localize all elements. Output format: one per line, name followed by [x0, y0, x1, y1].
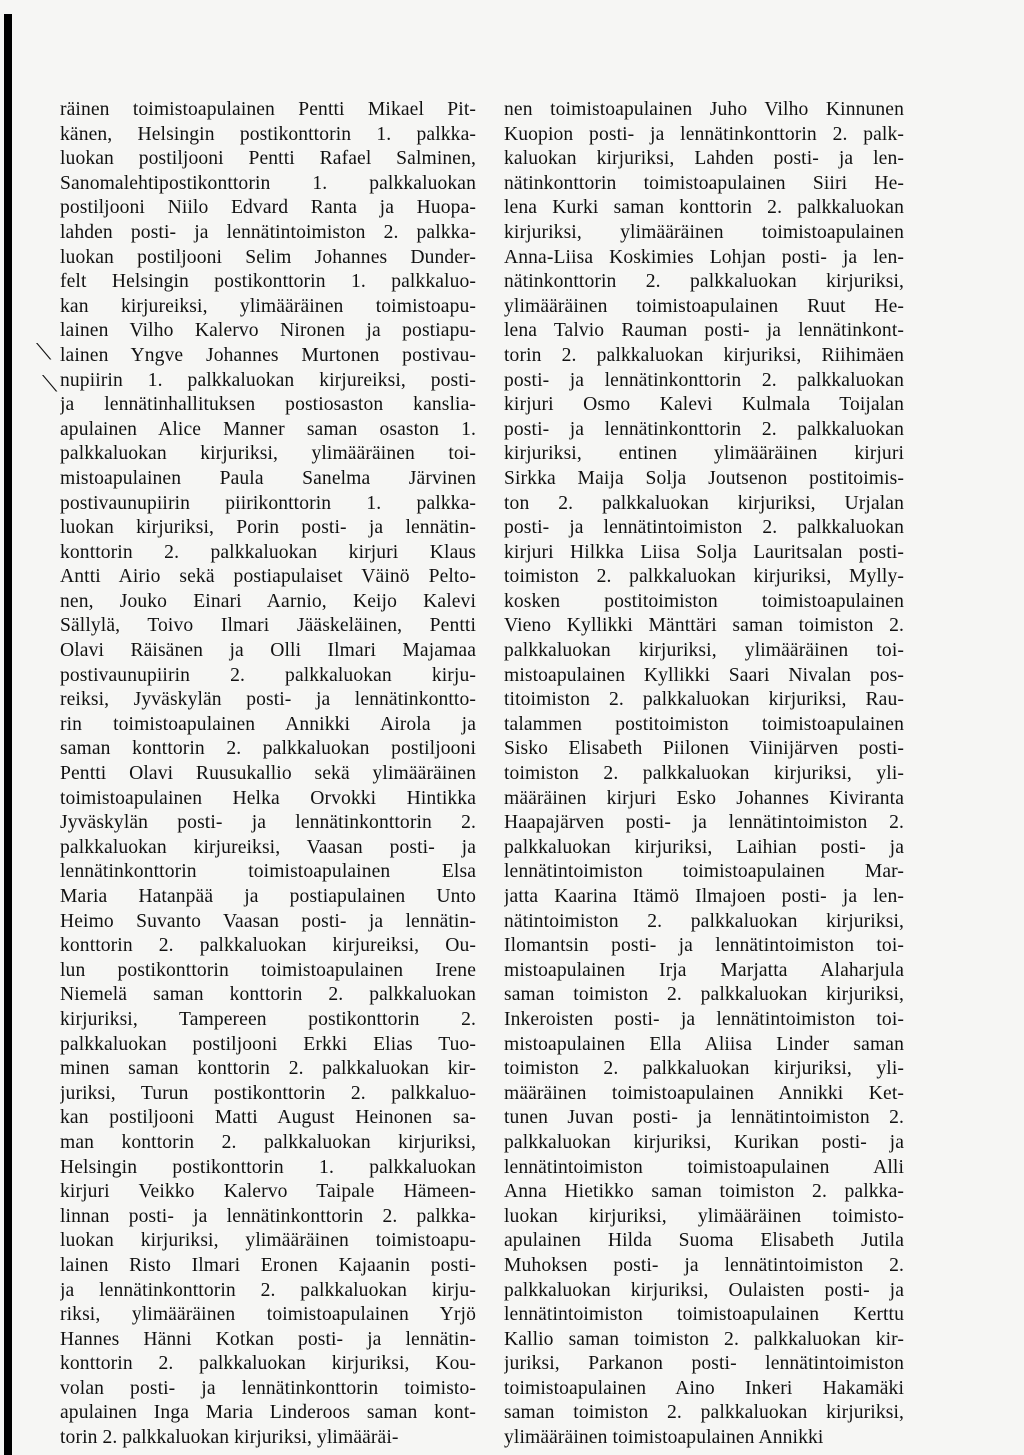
text-line: toimiston 2. palkkaluokan kirjuriksi, Mylly-: [504, 566, 904, 588]
text-line: posti- ja lennätinkonttorin 2. palkkaluokan: [504, 369, 904, 391]
text-line: kirjuri Osmo Kalevi Kulmala Toijalan: [504, 394, 904, 416]
text-line: nen, Jouko Einari Aarnio, Keijo Kalevi: [60, 590, 476, 612]
text-line: Antti Airio sekä postiapulaiset Väinö Pelto-: [60, 566, 476, 588]
text-line: Kallio saman toimiston 2. palkkaluokan kir-: [504, 1328, 904, 1350]
text-line: mistoapulainen Ella Aliisa Linder saman: [504, 1033, 904, 1055]
text-line: talammen postitoimiston toimistoapulainen: [504, 713, 904, 735]
text-line: känen, Helsingin postikonttorin 1. palkka-: [60, 123, 476, 145]
text-line: kosken postitoimiston toimistoapulainen: [504, 590, 904, 612]
text-line: Jyväskylän posti- ja lennätinkonttorin 2.: [60, 812, 476, 834]
text-line: konttorin 2. palkkaluokan kirjuri Klaus: [60, 541, 476, 563]
text-line: nupiirin 1. palkkaluokan kirjureiksi, posti-: [60, 369, 476, 391]
text-line: Pentti Olavi Ruusukallio sekä ylimääräinen: [60, 763, 476, 785]
text-line: kirjuriksi, ylimääräinen toimistoapulainen: [504, 221, 904, 243]
text-line: juriksi, Parkanon posti- lennätintoimiston: [504, 1353, 904, 1375]
margin-bracket-mark: ⟍: [42, 372, 58, 397]
text-line: lena Kurki saman konttorin 2. palkkaluokan: [504, 197, 904, 219]
text-line: määräinen toimistoapulainen Annikki Ket-: [504, 1082, 904, 1104]
text-line: ja lennätinhallituksen postiosaston kanslia-: [60, 394, 476, 416]
text-column-left: [60, 98, 476, 1451]
text-line: Anna-Liisa Koskimies Lohjan posti- ja len-: [504, 246, 904, 268]
text-line: kirjuri Hilkka Liisa Solja Lauritsalan posti-: [504, 541, 904, 563]
text-line: lennätintoimiston toimistoapulainen Mar-: [504, 861, 904, 883]
text-line: postiljooni Niilo Edvard Ranta ja Huopa-: [60, 197, 476, 219]
text-line: mistoapulainen Irja Marjatta Alaharjula: [504, 959, 904, 981]
text-line: tunen Juvan posti- ja lennätintoimiston 2.: [504, 1107, 904, 1129]
text-line: palkkaluokan kirjuriksi, Laihian posti- ja: [504, 836, 904, 858]
text-line: Haapajärven posti- ja lennätintoimiston 2.: [504, 812, 904, 834]
text-line: Muhoksen posti- ja lennätintoimiston 2.: [504, 1254, 904, 1276]
text-line: mistoapulainen Kyllikki Saari Nivalan pos-: [504, 664, 904, 686]
text-line: määräinen kirjuri Esko Johannes Kiviranta: [504, 787, 904, 809]
text-line: kirjuri Veikko Kalervo Taipale Hämeen-: [60, 1181, 476, 1203]
text-line: reiksi, Jyväskylän posti- ja lennätinkontto-: [60, 689, 476, 711]
text-line: ton 2. palkkaluokan kirjuriksi, Urjalan: [504, 492, 904, 514]
text-line: posti- ja lennätinkonttorin 2. palkkaluokan: [504, 418, 904, 440]
text-line: nätintoimiston 2. palkkaluokan kirjuriksi,: [504, 910, 904, 932]
text-line: lena Talvio Rauman posti- ja lennätinkont-: [504, 320, 904, 342]
text-line: lainen Vilho Kalervo Nironen ja postiapu-: [60, 320, 476, 342]
text-line: toimiston 2. palkkaluokan kirjuriksi, yli-: [504, 1058, 904, 1080]
text-line: ja lennätinkonttorin 2. palkkaluokan kirju-: [60, 1279, 476, 1301]
text-line: apulainen Hilda Suoma Elisabeth Jutila: [504, 1230, 904, 1252]
text-line: Sanomalehtipostikonttorin 1. palkkaluokan: [60, 172, 476, 194]
text-line: torin 2. palkkaluokan kirjuriksi, Riihimäen: [504, 344, 904, 366]
text-line: saman konttorin 2. palkkaluokan postiljooni: [60, 738, 476, 760]
text-line: jatta Kaarina Itämö Ilmajoen posti- ja len-: [504, 886, 904, 907]
text-line: Olavi Räisänen ja Olli Ilmari Majamaa: [60, 640, 476, 662]
scan-edge-bar: [4, 14, 12, 1455]
text-line: toimistoapulainen Helka Orvokki Hintikka: [60, 787, 476, 809]
text-line: ylimääräinen toimistoapulainen Annikki: [504, 1427, 824, 1449]
text-line: palkkaluokan kirjuriksi, ylimääräinen toi-: [504, 640, 904, 662]
text-line: rin toimistoapulainen Annikki Airola ja: [60, 713, 476, 735]
text-line: luokan kirjuriksi, Porin posti- ja lennätin-: [60, 517, 476, 539]
text-line: palkkaluokan kirjureiksi, Vaasan posti- ja: [60, 836, 476, 858]
text-line: lennätintoimiston toimistoapulainen Kerttu: [504, 1304, 904, 1326]
text-line: posti- ja lennätintoimiston 2. palkkaluokan: [504, 517, 904, 539]
text-line: Helsingin postikonttorin 1. palkkaluokan: [60, 1156, 476, 1178]
text-line: kirjuriksi, entinen ylimääräinen kirjuri: [504, 443, 904, 465]
text-line: volan posti- ja lennätinkonttorin toimisto-: [60, 1377, 476, 1399]
text-line: nätinkonttorin 2. palkkaluokan kirjuriksi,: [504, 271, 904, 293]
text-line: apulainen Alice Manner saman osaston 1.: [60, 418, 476, 440]
text-line: juriksi, Turun postikonttorin 2. palkkaluo-: [60, 1082, 476, 1104]
text-line: Niemelä saman konttorin 2. palkkaluokan: [60, 984, 476, 1006]
text-line: luokan kirjuriksi, ylimääräinen toimisto-: [504, 1205, 904, 1227]
text-line: palkkaluokan kirjuriksi, Kurikan posti- ja: [504, 1131, 904, 1153]
text-line: apulainen Inga Maria Linderoos saman kont-: [60, 1402, 476, 1424]
text-line: lennätinkonttorin toimistoapulainen Elsa: [60, 861, 476, 883]
text-line: konttorin 2. palkkaluokan kirjuriksi, Kou-: [60, 1353, 476, 1375]
text-line: luokan postiljooni Selim Johannes Dunder-: [60, 246, 476, 268]
text-line: torin 2. palkkaluokan kirjuriksi, ylimääräi-: [60, 1427, 399, 1449]
text-line: Inkeroisten posti- ja lennätintoimiston toi-: [504, 1008, 904, 1030]
text-line: räinen toimistoapulainen Pentti Mikael Pit-: [60, 99, 476, 120]
text-line: palkkaluokan kirjuriksi, ylimääräinen toi-: [60, 443, 476, 465]
text-line: Kuopion posti- ja lennätinkonttorin 2. palk-: [504, 123, 904, 145]
text-line: toimistoapulainen Aino Inkeri Hakamäki: [504, 1377, 904, 1399]
text-line: minen saman konttorin 2. palkkaluokan kir-: [60, 1058, 476, 1080]
text-line: palkkaluokan kirjuriksi, Oulaisten posti- ja: [504, 1279, 904, 1301]
text-line: Ilomantsin posti- ja lennätintoimiston toi-: [504, 935, 904, 957]
text-line: luokan postiljooni Pentti Rafael Salminen,: [60, 148, 476, 170]
margin-bracket-mark: ⟍: [36, 340, 52, 365]
text-line: lun postikonttorin toimistoapulainen Irene: [60, 959, 476, 981]
text-line: kaluokan kirjuriksi, Lahden posti- ja len-: [504, 148, 904, 170]
text-line: Hannes Hänni Kotkan posti- ja lennätin-: [60, 1328, 476, 1350]
text-line: saman toimiston 2. palkkaluokan kirjuriksi,: [504, 984, 904, 1006]
text-line: postivaunupiirin 2. palkkaluokan kirju-: [60, 664, 476, 686]
text-line: lennätintoimiston toimistoapulainen Alli: [504, 1156, 904, 1178]
text-line: kan kirjureiksi, ylimääräinen toimistoapu-: [60, 295, 476, 317]
text-line: lahden posti- ja lennätintoimiston 2. palkka-: [60, 221, 476, 243]
text-line: kan postiljooni Matti August Heinonen sa-: [60, 1107, 476, 1129]
text-line: Maria Hatanpää ja postiapulainen Unto: [60, 886, 476, 907]
text-line: palkkaluokan postiljooni Erkki Elias Tuo-: [60, 1033, 476, 1055]
text-line: postivaunupiirin piirikonttorin 1. palkka-: [60, 492, 476, 514]
text-line: nätinkonttorin toimistoapulainen Siiri He-: [504, 172, 904, 194]
text-line: lainen Risto Ilmari Eronen Kajaanin posti-: [60, 1254, 476, 1276]
text-line: saman toimiston 2. palkkaluokan kirjuriksi,: [504, 1402, 904, 1424]
text-line: riksi, ylimääräinen toimistoapulainen Yrjö: [60, 1304, 476, 1326]
text-line: linnan posti- ja lennätinkonttorin 2. palkka-: [60, 1205, 476, 1227]
text-column-right: [504, 98, 904, 1451]
text-line: Sirkka Maija Solja Joutsenon postitoimis-: [504, 467, 904, 489]
text-line: nen toimistoapulainen Juho Vilho Kinnunen: [504, 99, 904, 120]
text-line: luokan kirjuriksi, ylimääräinen toimistoapu-: [60, 1230, 476, 1252]
text-line: man konttorin 2. palkkaluokan kirjuriksi,: [60, 1131, 476, 1153]
text-line: ylimääräinen toimistoapulainen Ruut He-: [504, 295, 904, 317]
text-line: Anna Hietikko saman toimiston 2. palkka-: [504, 1181, 904, 1203]
text-line: lainen Yngve Johannes Murtonen postivau-: [60, 344, 476, 366]
text-line: toimiston 2. palkkaluokan kirjuriksi, yli-: [504, 763, 904, 785]
text-line: mistoapulainen Paula Sanelma Järvinen: [60, 467, 476, 489]
text-line: Sällylä, Toivo Ilmari Jääskeläinen, Pentti: [60, 615, 476, 637]
text-line: titoimiston 2. palkkaluokan kirjuriksi, Rau-: [504, 689, 904, 711]
text-line: konttorin 2. palkkaluokan kirjureiksi, Ou-: [60, 935, 476, 957]
text-line: felt Helsingin postikonttorin 1. palkkaluo-: [60, 271, 476, 293]
text-line: Vieno Kyllikki Mänttäri saman toimiston 2.: [504, 615, 904, 637]
text-line: kirjuriksi, Tampereen postikonttorin 2.: [60, 1008, 476, 1030]
text-line: Heimo Suvanto Vaasan posti- ja lennätin-: [60, 910, 476, 932]
text-line: Sisko Elisabeth Piilonen Viinijärven posti-: [504, 738, 904, 760]
